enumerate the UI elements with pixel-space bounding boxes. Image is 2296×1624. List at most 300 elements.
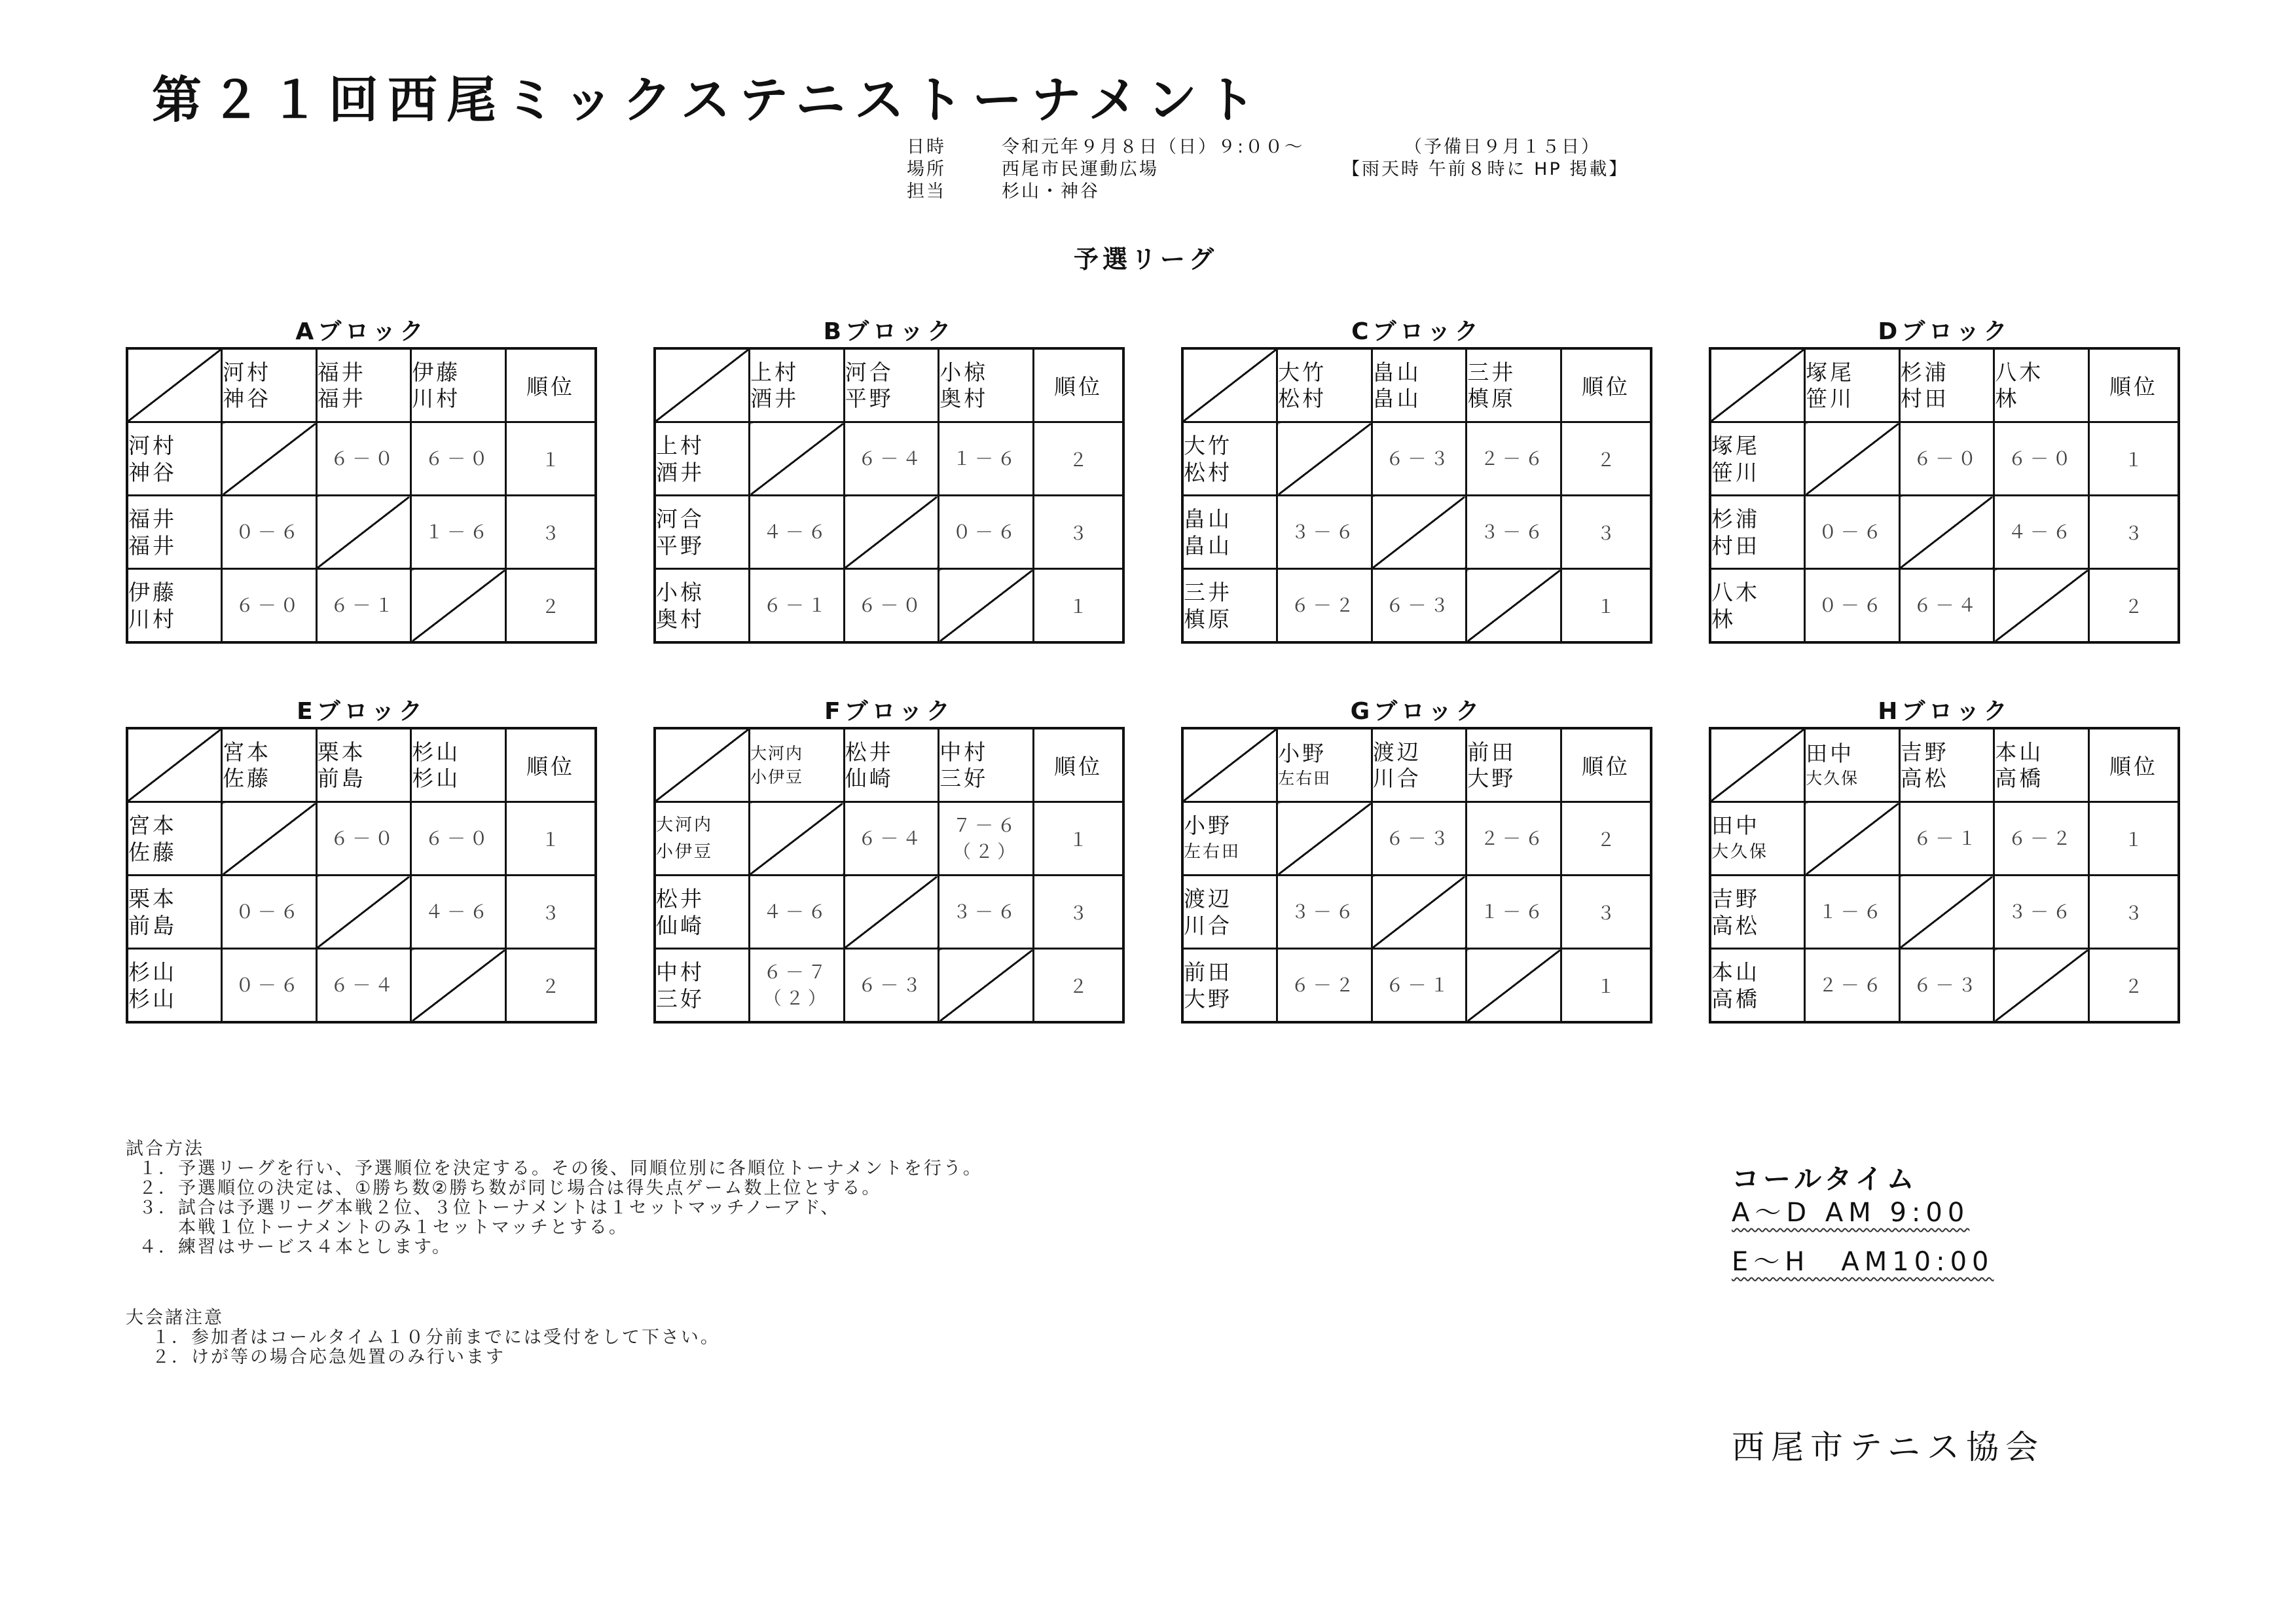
preliminary-league-heading: 予選リーグ bbox=[1074, 245, 1218, 274]
team-header-cell bbox=[316, 728, 411, 802]
header-player-name: 福井 bbox=[317, 385, 366, 411]
corner-cell bbox=[655, 348, 750, 422]
score-text: ６－４ bbox=[1913, 594, 1980, 616]
team-header-cell bbox=[1467, 348, 1561, 422]
row-player-name: 酒井 bbox=[656, 459, 704, 485]
match-method-heading: 試合方法 bbox=[126, 1139, 204, 1159]
score-cell bbox=[1805, 876, 1900, 949]
rank-cell: １ bbox=[505, 802, 596, 876]
league-table bbox=[653, 727, 1125, 1024]
score-text: ０－６ bbox=[235, 974, 302, 996]
score-cell bbox=[1372, 569, 1467, 643]
score-cell bbox=[939, 496, 1034, 569]
team-header-cell bbox=[1277, 348, 1372, 422]
row-player-name: 左右田 bbox=[1184, 841, 1241, 862]
staff-label: 担当 bbox=[907, 181, 946, 202]
score-text: ６－７ bbox=[763, 961, 830, 983]
score-cell bbox=[411, 876, 506, 949]
table-row bbox=[655, 876, 1123, 949]
table-row bbox=[1182, 496, 1651, 569]
row-player-name: 松村 bbox=[1184, 459, 1232, 485]
score-text: ０－６ bbox=[235, 900, 302, 923]
team-header-cell bbox=[222, 348, 317, 422]
rank-cell: １ bbox=[2088, 422, 2179, 496]
header-player-name: 三井 bbox=[1467, 359, 1516, 385]
header-player-name: 本山 bbox=[1995, 739, 2044, 765]
table-row bbox=[1710, 802, 2179, 876]
table-row bbox=[127, 422, 596, 496]
league-table bbox=[1181, 727, 1652, 1024]
score-cell bbox=[939, 802, 1034, 876]
score-cell bbox=[939, 422, 1034, 496]
row-player-name: 平野 bbox=[656, 532, 704, 559]
row-player-name: 田中 bbox=[1711, 812, 1760, 838]
rank-cell: ３ bbox=[1033, 876, 1123, 949]
header-player-name: 松村 bbox=[1278, 385, 1327, 411]
table-row bbox=[655, 422, 1123, 496]
corner-cell bbox=[655, 728, 749, 802]
block-title: Bブロック bbox=[823, 318, 955, 345]
row-player-name: 畠山 bbox=[1184, 506, 1232, 532]
block-title: Cブロック bbox=[1351, 318, 1482, 345]
team-header-cell bbox=[1899, 728, 1994, 802]
score-text: ４－６ bbox=[2008, 521, 2075, 543]
team-header-cell bbox=[939, 728, 1034, 802]
row-player-name: 大河内 bbox=[656, 815, 714, 835]
header-player-name: 大久保 bbox=[1806, 768, 1859, 788]
score-cell bbox=[750, 496, 845, 569]
team-name-cell bbox=[1710, 569, 1805, 643]
score-cell bbox=[1467, 496, 1561, 569]
score-text: ６－０ bbox=[1913, 447, 1980, 470]
score-cell bbox=[844, 802, 938, 876]
row-player-name: 三井 bbox=[1184, 579, 1232, 605]
table-row bbox=[1182, 802, 1651, 876]
row-player-name: 大竹 bbox=[1184, 432, 1232, 458]
row-player-name: 上村 bbox=[656, 432, 704, 458]
team-name-cell bbox=[1182, 422, 1277, 496]
team-name-cell bbox=[127, 496, 222, 569]
row-player-name: 栗本 bbox=[128, 885, 177, 912]
team-header-cell bbox=[411, 728, 506, 802]
match-method bbox=[126, 1139, 983, 1257]
league-table bbox=[1709, 727, 2180, 1024]
score-cell bbox=[1467, 422, 1561, 496]
corner-cell bbox=[1182, 348, 1277, 422]
table-row bbox=[127, 496, 596, 569]
rank-header: 順位 bbox=[2088, 728, 2179, 802]
score-text: ６－０ bbox=[2008, 447, 2075, 470]
self-match-cell bbox=[222, 422, 317, 496]
self-match-cell bbox=[1467, 569, 1561, 643]
score-text: １－６ bbox=[1818, 900, 1886, 923]
row-player-name: 福井 bbox=[128, 532, 177, 559]
team-name-cell bbox=[655, 876, 749, 949]
match-method-item: 本戦１位トーナメントのみ１セットマッチとする。 bbox=[139, 1217, 629, 1238]
header-player-name: 杉山 bbox=[412, 739, 461, 765]
score-text: ６－０ bbox=[330, 447, 397, 470]
table-row bbox=[655, 496, 1123, 569]
rank-header: 順位 bbox=[1033, 728, 1123, 802]
rank-cell: １ bbox=[505, 422, 596, 496]
self-match-cell bbox=[1372, 876, 1467, 949]
score-cell bbox=[316, 569, 411, 643]
rank-cell: ２ bbox=[2088, 949, 2179, 1023]
league-table bbox=[126, 347, 597, 644]
match-method-item: １．予選リーグを行い、予選順位を決定する。その後、同順位別に各順位トーナメントを行う。 bbox=[139, 1158, 983, 1179]
header-player-name: 笹川 bbox=[1806, 385, 1855, 411]
self-match-cell bbox=[939, 569, 1034, 643]
score-cell bbox=[222, 569, 317, 643]
score-text: ６－０ bbox=[858, 594, 925, 616]
call-time-ad: A～D AM 9:00 bbox=[1732, 1198, 1970, 1228]
league-table bbox=[1181, 347, 1652, 644]
row-player-name: 槙原 bbox=[1184, 606, 1232, 632]
score-text: ２－６ bbox=[1480, 447, 1548, 470]
row-player-name: 小伊豆 bbox=[656, 841, 714, 862]
score-text: ６－２ bbox=[1290, 594, 1358, 616]
header-player-name: 松井 bbox=[845, 739, 894, 765]
score-text: ４－６ bbox=[425, 900, 492, 923]
score-text: ６－１ bbox=[763, 594, 830, 616]
row-player-name: 杉山 bbox=[128, 986, 177, 1012]
score-text: ４－６ bbox=[763, 521, 830, 543]
header-row bbox=[1182, 348, 1651, 422]
row-player-name: 畠山 bbox=[1184, 532, 1232, 559]
team-header-cell bbox=[750, 348, 845, 422]
row-player-name: 大野 bbox=[1184, 986, 1232, 1012]
self-match-cell bbox=[1994, 949, 2089, 1023]
score-text: ０－６ bbox=[1818, 594, 1886, 616]
rank-cell: ３ bbox=[505, 496, 596, 569]
rank-header: 順位 bbox=[505, 728, 596, 802]
rank-cell: ２ bbox=[1033, 422, 1123, 496]
table-row bbox=[127, 949, 596, 1023]
score-text: ３－６ bbox=[1480, 521, 1548, 543]
score-cell bbox=[844, 569, 939, 643]
header-player-name: 奥村 bbox=[939, 385, 989, 411]
score-text: ６－２ bbox=[1290, 974, 1358, 996]
score-cell bbox=[1277, 569, 1372, 643]
team-name-cell bbox=[655, 422, 750, 496]
score-cell bbox=[1277, 876, 1372, 949]
rank-header: 順位 bbox=[1561, 348, 1651, 422]
score-cell bbox=[1277, 949, 1372, 1023]
score-text: ６－２ bbox=[2008, 827, 2075, 849]
score-cell bbox=[1372, 422, 1467, 496]
row-player-name: 神谷 bbox=[128, 459, 177, 485]
table-row bbox=[1182, 422, 1651, 496]
team-header-cell bbox=[844, 348, 939, 422]
header-player-name: 酒井 bbox=[750, 385, 799, 411]
row-player-name: 八木 bbox=[1711, 579, 1760, 605]
score-text: ３－６ bbox=[953, 900, 1020, 923]
header-player-name: 畠山 bbox=[1372, 385, 1421, 411]
row-player-name: 伊藤 bbox=[128, 579, 177, 605]
header-player-name: 左右田 bbox=[1278, 768, 1332, 788]
block-title: Gブロック bbox=[1350, 698, 1484, 725]
rank-cell: ２ bbox=[505, 949, 596, 1023]
self-match-cell bbox=[1277, 422, 1372, 496]
self-match-cell bbox=[1805, 422, 1900, 496]
score-cell bbox=[1899, 949, 1994, 1023]
header-player-name: 川村 bbox=[412, 385, 461, 411]
table-row bbox=[1182, 569, 1651, 643]
rank-cell: ３ bbox=[2088, 496, 2179, 569]
header-player-name: 河村 bbox=[223, 359, 272, 385]
score-cell bbox=[1372, 802, 1467, 876]
reserve-date: （予備日９月１５日） bbox=[1404, 137, 1601, 157]
event-cautions bbox=[126, 1308, 720, 1367]
organizer-name: 西尾市テニス協会 bbox=[1732, 1428, 2045, 1466]
score-text: ６－０ bbox=[425, 827, 492, 849]
row-player-name: 塚尾 bbox=[1711, 432, 1760, 458]
score-cell bbox=[316, 802, 411, 876]
table-row bbox=[655, 949, 1123, 1023]
score-cell bbox=[222, 949, 317, 1023]
tiebreak-text: （２） bbox=[763, 987, 830, 1009]
score-text: １－６ bbox=[425, 521, 492, 543]
header-row bbox=[127, 728, 596, 802]
score-text: ６－３ bbox=[1385, 447, 1453, 470]
self-match-cell bbox=[411, 949, 506, 1023]
header-player-name: 上村 bbox=[750, 359, 799, 385]
score-cell bbox=[1994, 876, 2089, 949]
row-player-name: 小椋 bbox=[656, 579, 704, 605]
header-player-name: 宮本 bbox=[223, 739, 272, 765]
team-name-cell bbox=[1182, 802, 1277, 876]
score-text: ６－０ bbox=[235, 594, 302, 616]
score-text: ２－６ bbox=[1818, 974, 1886, 996]
header-player-name: 神谷 bbox=[223, 385, 272, 411]
match-method-item: ４．練習はサービス４本とします。 bbox=[139, 1237, 452, 1257]
row-player-name: 河村 bbox=[128, 432, 177, 458]
score-cell bbox=[1994, 496, 2089, 569]
row-player-name: 杉山 bbox=[128, 959, 177, 985]
header-player-name: 前田 bbox=[1467, 739, 1516, 765]
header-player-name: 吉野 bbox=[1900, 739, 1949, 765]
rank-cell: １ bbox=[2088, 802, 2179, 876]
call-time-eh: E～H AM10:00 bbox=[1732, 1247, 1994, 1277]
team-name-cell bbox=[127, 422, 222, 496]
score-text: ３－６ bbox=[2008, 900, 2075, 923]
score-text: ６－４ bbox=[858, 827, 925, 849]
score-cell bbox=[1372, 949, 1467, 1023]
score-text: ６－３ bbox=[1385, 594, 1453, 616]
score-text: １－６ bbox=[953, 447, 1020, 470]
header-player-name: 高松 bbox=[1900, 765, 1949, 791]
rank-cell: ２ bbox=[1033, 949, 1123, 1023]
header-player-name: 槙原 bbox=[1467, 385, 1516, 411]
row-player-name: 松井 bbox=[656, 885, 704, 912]
score-cell bbox=[1805, 949, 1900, 1023]
block-title: Hブロック bbox=[1878, 698, 2011, 725]
row-player-name: 小野 bbox=[1184, 812, 1232, 838]
score-text: ６－３ bbox=[858, 974, 925, 996]
score-text: ６－４ bbox=[330, 974, 397, 996]
team-name-cell bbox=[655, 949, 749, 1023]
rank-header: 順位 bbox=[2088, 348, 2179, 422]
self-match-cell bbox=[1467, 949, 1561, 1023]
score-text: ６－３ bbox=[1385, 827, 1453, 849]
header-player-name: 栗本 bbox=[317, 739, 366, 765]
row-player-name: 杉浦 bbox=[1711, 506, 1760, 532]
score-cell bbox=[411, 422, 506, 496]
rain-notice: 【雨天時 午前８時に HP 掲載】 bbox=[1342, 159, 1629, 179]
header-player-name: 杉山 bbox=[412, 765, 461, 791]
block-title: Eブロック bbox=[297, 698, 426, 725]
score-text: ６－１ bbox=[1385, 974, 1453, 996]
score-text: ６－０ bbox=[330, 827, 397, 849]
row-player-name: 宮本 bbox=[128, 812, 177, 838]
score-cell bbox=[1467, 802, 1561, 876]
row-player-name: 高橋 bbox=[1711, 986, 1760, 1012]
score-cell bbox=[1277, 496, 1372, 569]
tiebreak-text: （２） bbox=[953, 840, 1020, 862]
self-match-cell bbox=[316, 496, 411, 569]
header-player-name: 河合 bbox=[845, 359, 894, 385]
header-player-name: 村田 bbox=[1900, 385, 1949, 411]
score-text: ３－６ bbox=[1290, 521, 1358, 543]
row-player-name: 中村 bbox=[656, 959, 704, 985]
rank-cell: １ bbox=[1561, 569, 1651, 643]
team-header-cell bbox=[1805, 728, 1900, 802]
score-text: ４－６ bbox=[763, 900, 830, 923]
block-title: Fブロック bbox=[824, 698, 954, 725]
self-match-cell bbox=[749, 802, 844, 876]
self-match-cell bbox=[1372, 496, 1467, 569]
table-row bbox=[655, 802, 1123, 876]
team-header-cell bbox=[1277, 728, 1372, 802]
table-row bbox=[1710, 496, 2179, 569]
score-cell bbox=[844, 949, 938, 1023]
row-player-name: 吉野 bbox=[1711, 885, 1760, 912]
row-player-name: 大久保 bbox=[1711, 841, 1769, 862]
team-name-cell bbox=[1710, 422, 1805, 496]
row-player-name: 佐藤 bbox=[128, 839, 177, 865]
header-row bbox=[1710, 728, 2179, 802]
header-player-name: 小椋 bbox=[939, 359, 989, 385]
team-name-cell bbox=[1710, 802, 1805, 876]
corner-cell bbox=[127, 348, 222, 422]
rank-cell: １ bbox=[1561, 949, 1651, 1023]
league-table bbox=[1709, 347, 2180, 644]
header-player-name: 林 bbox=[1995, 385, 2020, 411]
rank-cell: ３ bbox=[2088, 876, 2179, 949]
score-text: ７－６ bbox=[953, 814, 1020, 836]
rank-cell: ２ bbox=[1561, 422, 1651, 496]
call-time-heading: コールタイム bbox=[1732, 1163, 1918, 1195]
header-player-name: 小野 bbox=[1278, 740, 1327, 766]
rank-cell: ２ bbox=[505, 569, 596, 643]
rank-header: 順位 bbox=[1561, 728, 1651, 802]
header-row bbox=[655, 348, 1123, 422]
header-player-name: 平野 bbox=[845, 385, 894, 411]
team-header-cell bbox=[1994, 348, 2089, 422]
team-header-cell bbox=[1994, 728, 2089, 802]
caution-item: ２．けが等の場合応急処置のみ行います bbox=[152, 1347, 505, 1367]
team-name-cell bbox=[655, 802, 749, 876]
score-cell bbox=[1899, 422, 1994, 496]
score-cell bbox=[222, 876, 317, 949]
score-text: ６－１ bbox=[1913, 827, 1980, 849]
table-row bbox=[1710, 949, 2179, 1023]
caution-item: １．参加者はコールタイム１０分前までには受付をして下さい。 bbox=[152, 1327, 720, 1348]
score-text: １－６ bbox=[1480, 900, 1548, 923]
score-cell bbox=[1805, 569, 1900, 643]
header-player-name: 三好 bbox=[939, 765, 989, 791]
team-name-cell bbox=[127, 949, 222, 1023]
row-player-name: 福井 bbox=[128, 506, 177, 532]
team-header-cell bbox=[749, 728, 844, 802]
table-row bbox=[655, 569, 1123, 643]
score-cell bbox=[939, 876, 1034, 949]
rank-cell: ３ bbox=[1561, 496, 1651, 569]
self-match-cell bbox=[316, 876, 411, 949]
score-cell bbox=[1467, 876, 1561, 949]
self-match-cell bbox=[1805, 802, 1900, 876]
score-text: ６－４ bbox=[858, 447, 925, 470]
corner-cell bbox=[1710, 728, 1805, 802]
league-table bbox=[126, 727, 597, 1024]
self-match-cell bbox=[844, 876, 938, 949]
header-player-name: 前島 bbox=[317, 765, 366, 791]
team-header-cell bbox=[411, 348, 506, 422]
self-match-cell bbox=[411, 569, 506, 643]
league-table bbox=[653, 347, 1125, 644]
rank-cell: １ bbox=[1033, 569, 1123, 643]
header-player-name: 伊藤 bbox=[412, 359, 461, 385]
block-title: Dブロック bbox=[1878, 318, 2011, 345]
self-match-cell bbox=[939, 949, 1034, 1023]
self-match-cell bbox=[844, 496, 939, 569]
score-text: ６－１ bbox=[330, 594, 397, 616]
page-title: 第２１回西尾ミックステニストーナメント bbox=[152, 71, 1266, 129]
table-row bbox=[1182, 949, 1651, 1023]
header-player-name: 中村 bbox=[939, 739, 989, 765]
header-player-name: 大野 bbox=[1467, 765, 1516, 791]
rank-cell: ２ bbox=[2088, 569, 2179, 643]
team-header-cell bbox=[316, 348, 411, 422]
header-player-name: 高橋 bbox=[1995, 765, 2044, 791]
date-label: 日時 bbox=[907, 137, 946, 157]
rank-cell: ３ bbox=[1033, 496, 1123, 569]
header-player-name: 大河内 bbox=[750, 743, 803, 763]
rank-cell: ２ bbox=[1561, 802, 1651, 876]
rank-cell: １ bbox=[1033, 802, 1123, 876]
header-player-name: 佐藤 bbox=[223, 765, 272, 791]
table-row bbox=[1710, 876, 2179, 949]
row-player-name: 河合 bbox=[656, 506, 704, 532]
table-row bbox=[1182, 876, 1651, 949]
self-match-cell bbox=[222, 802, 317, 876]
score-cell bbox=[411, 496, 506, 569]
score-cell bbox=[749, 949, 844, 1023]
team-header-cell bbox=[1372, 348, 1467, 422]
score-cell bbox=[1899, 569, 1994, 643]
team-name-cell bbox=[1182, 496, 1277, 569]
score-text: ０－６ bbox=[1818, 521, 1886, 543]
team-name-cell bbox=[1710, 949, 1805, 1023]
team-header-cell bbox=[1372, 728, 1467, 802]
rank-cell: ３ bbox=[505, 876, 596, 949]
table-row bbox=[127, 876, 596, 949]
team-name-cell bbox=[1182, 949, 1277, 1023]
team-name-cell bbox=[655, 569, 750, 643]
score-cell bbox=[750, 569, 845, 643]
team-header-cell bbox=[844, 728, 938, 802]
match-method-item: ２．予選順位の決定は、①勝ち数②勝ち数が同じ場合は得失点ゲーム数上位とする。 bbox=[139, 1178, 882, 1198]
